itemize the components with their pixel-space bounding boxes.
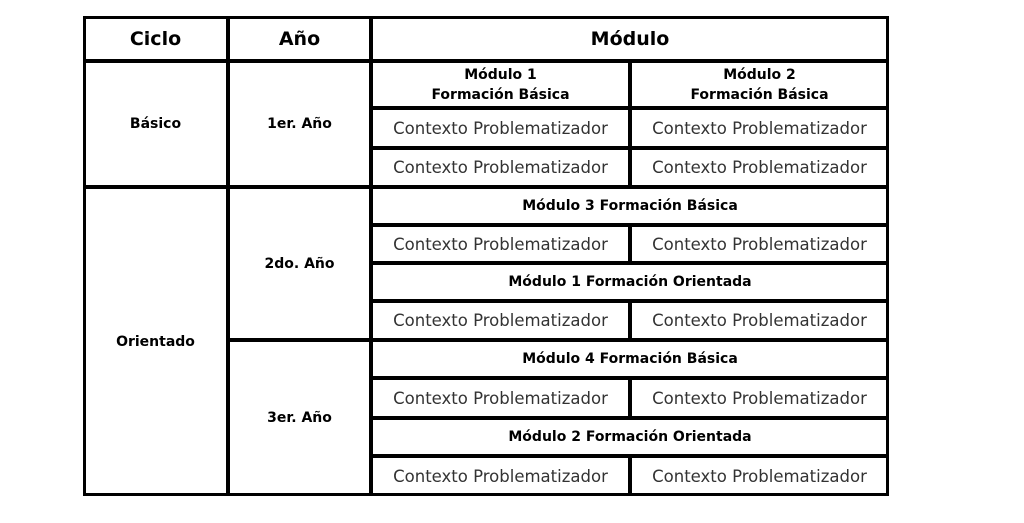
cycle-basico-label: Básico: [129, 116, 182, 132]
module-1-basica: [371, 61, 630, 108]
cycle-orientado-label: Orientado: [116, 333, 195, 350]
module-2-subtitle: Formación Básica: [690, 86, 829, 103]
curriculum-table: [83, 16, 889, 496]
header-modulo: [371, 16, 889, 61]
context-label: Contexto Problematizador: [652, 466, 867, 486]
year-1-label: 1er. Año: [267, 116, 332, 132]
context-cell: [630, 108, 889, 148]
module-3-basica: [371, 187, 889, 225]
context-cell: [371, 456, 630, 496]
header-anio: [228, 16, 371, 61]
module-2-title: Módulo 2: [723, 66, 796, 83]
module-4-basica: [371, 340, 889, 378]
context-label: Contexto Problematizador: [393, 118, 608, 138]
context-label: Contexto Problematizador: [652, 118, 867, 138]
context-label: Contexto Problematizador: [652, 234, 867, 254]
context-label: Contexto Problematizador: [652, 158, 867, 177]
module-1-orientada: [371, 263, 889, 301]
context-cell: [630, 301, 889, 340]
context-label: Contexto Problematizador: [393, 158, 608, 177]
cycle-orientado: [83, 187, 228, 496]
header-ciclo: [83, 16, 228, 61]
header-ciclo-label: Ciclo: [129, 27, 182, 50]
context-cell: [371, 148, 630, 187]
context-cell: [630, 148, 889, 187]
year-2: [228, 187, 371, 340]
module-2-orientada-label: Módulo 2 Formación Orientada: [508, 429, 752, 445]
context-cell: [371, 108, 630, 148]
context-cell: [371, 378, 630, 418]
year-1: [228, 61, 371, 187]
context-cell: [371, 225, 630, 263]
header-modulo-label: Módulo: [590, 27, 670, 50]
module-3-label: Módulo 3 Formación Básica: [522, 198, 738, 214]
year-2-label: 2do. Año: [264, 255, 335, 272]
module-2-orientada: [371, 418, 889, 456]
module-4-label: Módulo 4 Formación Básica: [522, 351, 738, 367]
context-label: Contexto Problematizador: [652, 311, 867, 330]
context-cell: [630, 456, 889, 496]
module-1-subtitle: Formación Básica: [431, 86, 570, 103]
context-cell: [630, 225, 889, 263]
context-label: Contexto Problematizador: [393, 234, 608, 254]
year-3-label: 3er. Año: [267, 410, 332, 426]
header-anio-label: Año: [278, 27, 321, 50]
context-cell: [630, 378, 889, 418]
module-1-title: Módulo 1: [464, 66, 537, 83]
context-label: Contexto Problematizador: [393, 388, 608, 408]
context-cell: [371, 301, 630, 340]
context-label: Contexto Problematizador: [393, 311, 608, 330]
module-2-basica: [630, 61, 889, 108]
context-label: Contexto Problematizador: [652, 388, 867, 408]
cycle-basico: [83, 61, 228, 187]
module-1-orientada-label: Módulo 1 Formación Orientada: [508, 274, 752, 290]
year-3: [228, 340, 371, 496]
context-label: Contexto Problematizador: [393, 466, 608, 486]
